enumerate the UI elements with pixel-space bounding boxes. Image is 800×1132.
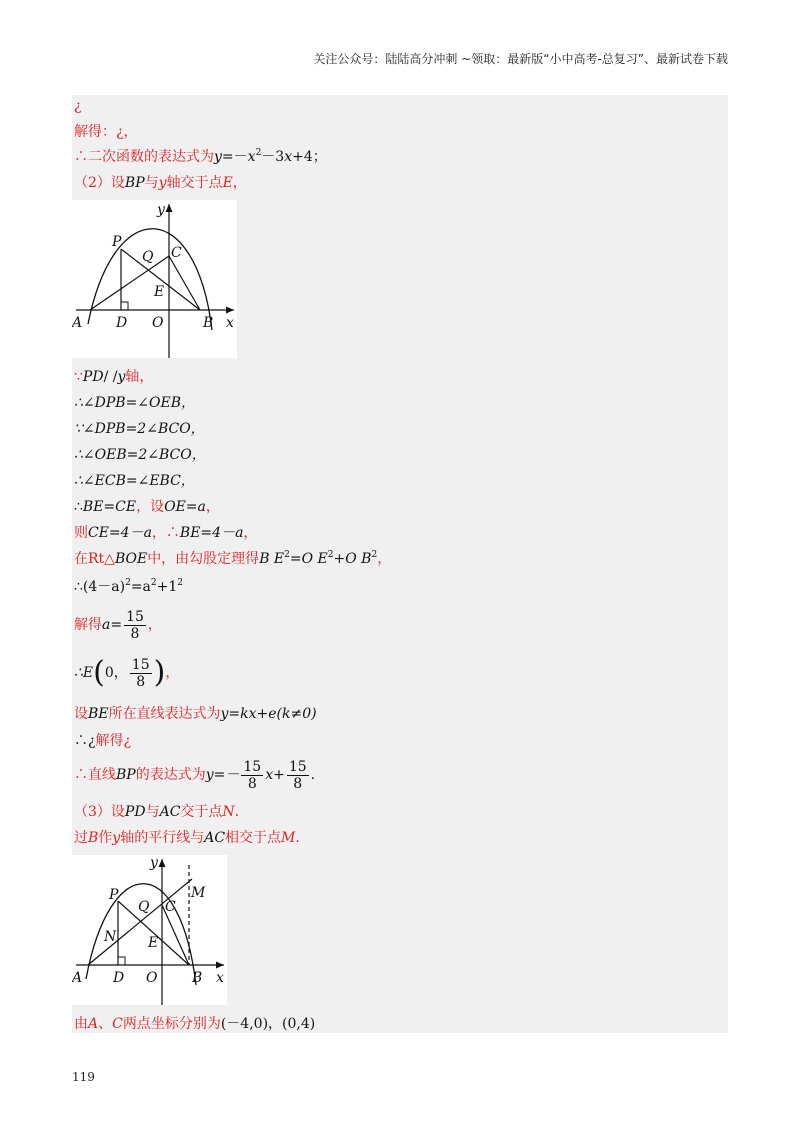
text-line-3: ∴二次函数的表达式为$y=-x^2-3x+4$； xyxy=(74,148,327,165)
label-P: P xyxy=(109,887,119,903)
fraction-15-8: $\frac{15}{8}$ xyxy=(126,608,144,642)
text-line-17: ∴¿解得¿ xyxy=(74,733,132,749)
right-angle-mark xyxy=(121,302,128,310)
text-line-19: （3）设PD与AC交于点N. xyxy=(74,804,240,820)
segment-AC xyxy=(90,256,169,310)
fraction-15-8: $\frac{15}{8}$ xyxy=(131,656,150,690)
label-O: O xyxy=(152,315,164,331)
segment-PB xyxy=(121,249,200,310)
text-line-15: ∴E(0， $\frac{15}{8}$ )， xyxy=(74,655,180,690)
label-C: C xyxy=(171,245,182,261)
label-B: B xyxy=(203,315,214,331)
text-line-16: 设BE所在直线表达式为y=kx+e(k≠0) xyxy=(74,706,317,722)
text-line-4: （2）设BP与y轴交于点E， xyxy=(74,175,247,191)
label-D: D xyxy=(116,315,128,331)
label-y: y xyxy=(150,855,158,871)
figure-2-svg xyxy=(72,855,227,1005)
text-line-6: ∴∠DPB=∠OEB， xyxy=(74,395,196,411)
text-line-10: ∴BE=CE，设OE=a， xyxy=(74,499,220,515)
solution-panel xyxy=(72,95,728,1033)
text-line-13: $\therefore(4-a)^2=a^2+1^2$ xyxy=(74,578,184,595)
figure-1-svg xyxy=(72,200,237,358)
fraction-15-8: $\frac{15}{8}$ xyxy=(288,758,307,792)
label-O: O xyxy=(146,970,158,986)
label-E: E xyxy=(148,935,159,951)
page-number: 119 xyxy=(72,1070,95,1084)
label-A: A xyxy=(72,315,83,331)
label-A: A xyxy=(72,970,83,986)
y-axis-arrow-icon xyxy=(166,204,173,212)
text-line-2: 解得：¿， xyxy=(74,124,138,140)
label-M: M xyxy=(191,885,206,901)
right-angle-mark xyxy=(118,957,125,965)
text-line-20: 过B作y轴的平行线与AC相交于点M. xyxy=(74,830,300,846)
text-line-14: 解得a= $\frac{15}{8}$ ， xyxy=(74,608,162,642)
label-x: x xyxy=(216,970,224,986)
label-N: N xyxy=(104,929,117,945)
label-Q: Q xyxy=(142,249,154,265)
fraction-15-8: $\frac{15}{8}$ xyxy=(243,758,262,792)
figure-2-parabola xyxy=(72,855,227,1005)
text-line-1: ¿ xyxy=(74,98,82,114)
label-B: B xyxy=(192,970,203,986)
figure-1-parabola xyxy=(72,200,237,358)
label-D: D xyxy=(113,970,125,986)
text-line-7: ∵∠DPB=2∠BCO， xyxy=(74,421,205,437)
page-header: 关注公众号：陆陆高分冲刺 ~领取：最新版“小中高考-总复习”、最新试卷下载 xyxy=(313,52,728,66)
label-y: y xyxy=(157,202,165,218)
x-axis-arrow-icon xyxy=(226,307,234,314)
label-Q: Q xyxy=(138,899,150,915)
text-line-11: 则CE=4－a，∴BE=4－a， xyxy=(74,525,258,541)
text-line-5: ∵PD/ /y轴， xyxy=(74,369,154,385)
label-C: C xyxy=(165,899,176,915)
label-P: P xyxy=(112,234,122,250)
label-x: x xyxy=(226,315,234,331)
label-E: E xyxy=(154,284,165,300)
text-line-18: ∴直线BP的表达式为y=－ $\frac{15}{8}$ x+ $\frac{15}{8}$ . xyxy=(74,758,316,792)
segment-CB xyxy=(169,256,200,310)
y-axis-arrow-icon xyxy=(159,859,166,867)
text-line-9: ∴∠ECB=∠EBC， xyxy=(74,473,195,489)
x-axis-arrow-icon xyxy=(216,962,224,969)
text-line-8: ∴∠OEB=2∠BCO， xyxy=(74,447,206,463)
text-line-21: 由A、C两点坐标分别为(－4,0)，(0,4) xyxy=(74,1016,316,1032)
parabola-curve xyxy=(88,229,212,330)
text-line-12: 在Rt△BOE中，由勾股定理得B $E^2=O$ $E^2+O$ $B^2$， xyxy=(74,550,392,567)
